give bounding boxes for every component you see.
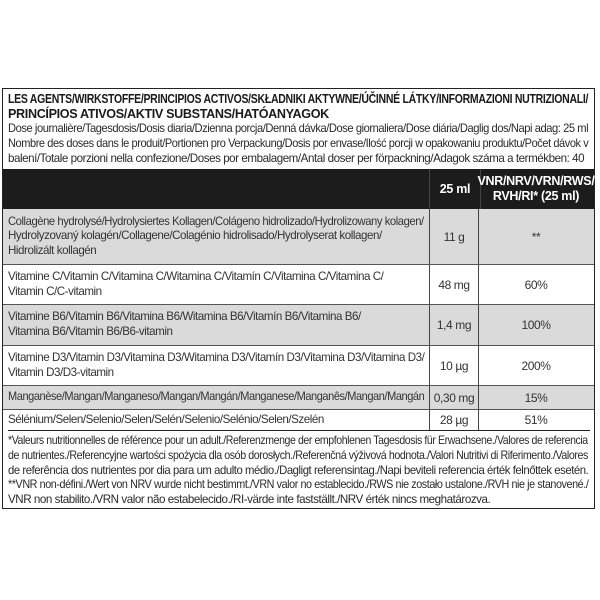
- ingredient-amount: 28 µg: [429, 410, 479, 430]
- table-row: [3, 345, 594, 385]
- column-header-nrv: VNR/NRV/VRN/RWS/ RVH/RI* (25 ml): [477, 174, 595, 203]
- ingredient-name: Collagène hydrolysé/Hydrolysiertes Kollagen/Colágeno hidrolizado/Hydrolizowany kolagen/ Hydrolyzovaný kolagén/Collagene/Colagénio hidrolisado/Hydrolyserat kollagen/ Hidrolizált kollagén: [8, 214, 424, 257]
- doses-per-pack-text: balení/Totale porzioni nella confezione/Doses por embalagem/Antal doser per förpackning/Adagok száma a termékben: 40: [8, 151, 585, 165]
- ingredient-amount: 48 mg: [429, 265, 479, 304]
- nutrition-label: [2, 88, 595, 509]
- ingredient-nrv: 60%: [524, 277, 548, 292]
- ingredient-nrv: 51%: [524, 413, 548, 427]
- table-header: [3, 169, 594, 209]
- section-title: LES AGENTS/WIRKSTOFFE/PRINCIPIOS ACTIVOS/SKŁADNIKI AKTYWNE/ÚČINNÉ LÁTKY/INFORMAZIONI NUTRIZIONALI/: [8, 92, 589, 106]
- footnotes: [8, 430, 590, 508]
- label-intro: [8, 92, 590, 166]
- ingredient-name: Manganèse/Mangan/Manganeso/Mangan/Mangán/Manganese/Manganês/Mangan/Mangán: [8, 390, 425, 404]
- ingredient-name: Sélénium/Selen/Selenio/Selen/Selén/Selenio/Selénio/Selen/Szelén: [8, 412, 324, 426]
- daily-dose-text: Dose journalière/Tagesdosis/Dosis diaria/Dzienna porcja/Denná dávka/Dose giornaliera/Dose diária/Daglig dos/Napi adag: 25 ml: [8, 122, 589, 135]
- ingredient-amount: 10 µg: [429, 346, 479, 385]
- ingredient-nrv: 200%: [521, 358, 551, 373]
- doses-per-pack-text: Nombre des doses dans le produit/Portionen pro Verpackung/Dosis por envase/Ilość porcji w opakowaniu produktu/Počet dávok v: [8, 136, 589, 150]
- footnote-line: de nutrientes./Referencyjne wartości spożycia dla osób dorosłych./Referenčná výživová hodnota./Valori Nutritivi di Riferimento./Valores: [8, 448, 588, 462]
- ingredient-amount: 0,30 mg: [429, 386, 479, 409]
- ingredient-name: Vitamine D3/Vitamin D3/Vitamina D3/Witamina D3/Vitamín D3/Vitamina D3/Vitamina D3/ Vitamin D3/D3-vitamin: [8, 350, 425, 379]
- ingredient-nrv: 15%: [524, 390, 548, 405]
- table-row: [3, 385, 594, 409]
- ingredient-nrv: **: [531, 229, 541, 244]
- ingredient-amount: 1,4 mg: [429, 305, 479, 345]
- ingredient-amount: 11 g: [429, 209, 479, 264]
- table-row: [3, 209, 594, 264]
- footnote-line: de referência dos nutrientes por dia para um adulto médio./Dagligt referensintag./Napi beviteli referencia érték felnőttek esetén.: [8, 463, 589, 477]
- ingredient-nrv: 100%: [521, 318, 551, 332]
- table-row: [3, 409, 594, 430]
- column-header-amount: 25 ml: [429, 169, 481, 209]
- table-row: [3, 264, 594, 304]
- footnote-line: **VNR non-défini./Wert von NRV wurde nicht bestimmt./VRN valor no establecido./RWS nie zostało ustalone./RVH nie je stanovené./: [8, 478, 589, 492]
- section-title: PRINCÍPIOS ATIVOS/AKTIV SUBSTANS/HATÓANYAGOK: [8, 107, 329, 121]
- footnote-line: *Valeurs nutritionnelles de référence pour un adult./Referenzmenge der empfohlenen Tagesdosis für Erwachsene./Valores de referencia: [8, 434, 588, 447]
- ingredient-name: Vitamine C/Vitamin C/Vitamina C/Witamina C/Vitamín C/Vitamina C/Vitamina C/ Vitamin C/C-vitamin: [8, 269, 384, 298]
- table-row: [3, 304, 594, 345]
- ingredient-name: Vitamine B6/Vitamin B6/Vitamina B6/Witamina B6/Vitamín B6/Vitamina B6/ Vitamina B6/Vitamin B6/B6-vitamin: [8, 310, 361, 338]
- footnote-line: VNR non stabilito./VRN valor não estabelecido./RI-värde inte fastställt./NRV érték nincs meghatározva.: [8, 493, 491, 507]
